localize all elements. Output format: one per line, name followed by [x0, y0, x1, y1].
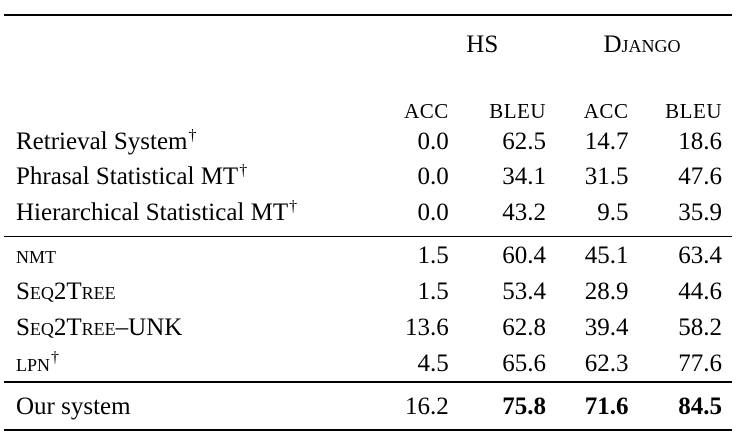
django-bleu-value: 18.6 [678, 127, 722, 155]
django-acc-value: 28.9 [584, 277, 629, 305]
system-name: Retrieval System† [16, 126, 197, 155]
hs-acc-value: 1.5 [378, 237, 448, 274]
group-header-hs: HS [378, 15, 546, 72]
metric-header-hs-bleu: BLEU [489, 99, 547, 123]
table-row [4, 124, 732, 158]
table-row [4, 309, 732, 345]
hs-bleu-value: 62.5 [502, 127, 547, 155]
table-row-our-system [4, 382, 732, 430]
metric-header-row [4, 72, 732, 124]
django-bleu-value: 58.2 [678, 313, 722, 341]
system-name: Our system [4, 382, 378, 430]
hs-acc-value: 4.5 [378, 345, 448, 382]
system-name: Seq2Tree [16, 277, 116, 305]
django-bleu-value: 84.5 [628, 382, 732, 430]
hs-bleu-value: 34.1 [502, 162, 547, 190]
table-row [4, 194, 732, 230]
django-bleu-value: 77.6 [628, 345, 732, 382]
hs-bleu-value: 53.4 [502, 277, 547, 305]
hs-acc-value: 13.6 [405, 313, 449, 341]
django-acc-value: 14.7 [584, 127, 629, 155]
dagger-mark: † [289, 197, 298, 215]
metric-header-hs-acc: ACC [404, 99, 449, 123]
hs-bleu-value: 62.8 [502, 313, 547, 341]
hs-acc-value: 0.0 [417, 127, 449, 155]
system-name: lpn† [4, 345, 378, 382]
django-bleu-value: 47.6 [678, 162, 722, 190]
header-empty-cell [4, 15, 378, 72]
hs-acc-value: 0.0 [417, 162, 449, 190]
django-acc-value: 45.1 [546, 237, 628, 274]
hs-bleu-value: 43.2 [502, 198, 547, 226]
metric-header-django-bleu: BLEU [665, 99, 722, 123]
hs-acc-value: 16.2 [378, 382, 448, 430]
results-table [4, 14, 732, 431]
table-row [4, 237, 732, 274]
group-header-django: Django [546, 15, 732, 72]
system-name: Hierarchical Statistical MT† [16, 197, 298, 226]
table-row [4, 345, 732, 382]
hs-bleu-value: 75.8 [449, 382, 546, 430]
django-bleu-value: 44.6 [678, 277, 722, 305]
hs-bleu-value: 60.4 [449, 237, 546, 274]
system-name: nmt [4, 237, 378, 274]
dagger-mark: † [188, 126, 197, 144]
django-acc-value: 9.5 [597, 198, 629, 226]
group-header-row [4, 15, 732, 72]
metric-header-django-acc: ACC [583, 99, 629, 123]
django-acc-value: 71.6 [546, 382, 628, 430]
django-acc-value: 39.4 [584, 313, 629, 341]
table-row [4, 273, 732, 309]
django-acc-value: 31.5 [584, 162, 629, 190]
hs-bleu-value: 65.6 [449, 345, 546, 382]
dagger-mark: † [51, 348, 60, 366]
django-bleu-value: 63.4 [628, 237, 732, 274]
system-name: Seq2Tree–UNK [16, 313, 183, 341]
system-name: Phrasal Statistical MT† [16, 161, 248, 190]
hs-acc-value: 0.0 [417, 198, 449, 226]
dagger-mark: † [239, 161, 248, 179]
hs-acc-value: 1.5 [417, 277, 449, 305]
django-acc-value: 62.3 [546, 345, 628, 382]
table-row [4, 158, 732, 194]
django-bleu-value: 35.9 [678, 198, 722, 226]
